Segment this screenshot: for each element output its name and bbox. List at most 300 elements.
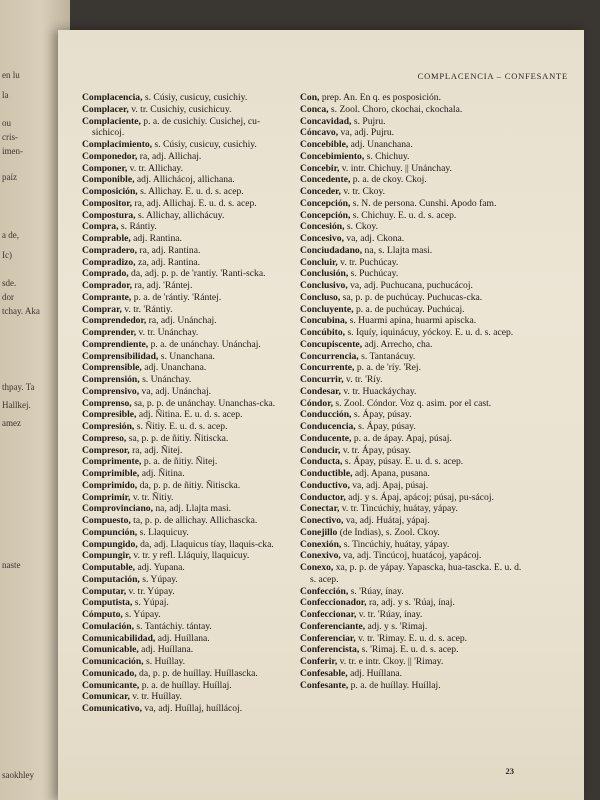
dictionary-entry [82, 351, 292, 363]
dictionary-entry [82, 468, 292, 480]
entry-headword: Comprendiente, [82, 338, 149, 350]
entry-definition: adj. y s. 'Rimaj. [365, 620, 428, 632]
dictionary-entry [82, 116, 292, 140]
entry-headword: Comprenso, [82, 397, 132, 409]
adjacent-page-text: imen- [2, 146, 23, 156]
entry-headword: Cóncavo, [300, 127, 339, 139]
dictionary-entry [82, 621, 292, 633]
dictionary-entry [82, 492, 292, 504]
entry-definition: adj. Arrecho, cha. [362, 338, 433, 350]
dictionary-entry [82, 480, 292, 492]
dictionary-entry [300, 680, 522, 692]
dictionary-entry [82, 210, 292, 222]
adjacent-page-text: saokhley [2, 770, 34, 780]
entry-headword: Con, [300, 92, 320, 103]
dictionary-entry [82, 327, 292, 339]
entry-headword: Confección, [300, 585, 349, 597]
entry-definition: va, adj. Huátaj, yápaj. [343, 515, 430, 526]
entry-headword: Comunicabilidad, [82, 632, 156, 644]
entry-headword: Confesable, [300, 667, 348, 679]
entry-headword: Complaciente, [82, 115, 141, 127]
dictionary-entry [300, 186, 522, 198]
entry-headword: Comprensibilidad, [82, 350, 159, 362]
entry-definition: da, p. p. de ñitiy. Ñitiscka. [137, 479, 241, 491]
entry-definition: adj. Ñitina. [139, 468, 185, 479]
dictionary-entry [82, 633, 292, 645]
entry-definition: adj. Yupana. [135, 562, 185, 573]
entry-headword: Conciudadano, [300, 244, 363, 256]
entry-definition: v. tr. Huackáychay. [340, 385, 417, 397]
dictionary-entry [300, 233, 522, 245]
entry-definition: ra, adj. Ñitej. [129, 444, 183, 456]
entry-definition: adj. Huíllana. [155, 632, 210, 644]
entry-headword: Conductivo, [300, 479, 350, 491]
dictionary-entry [300, 151, 522, 163]
dictionary-entry [300, 139, 522, 151]
dictionary-entry [300, 503, 522, 515]
entry-definition: s. Chichuy. E. u. d. s. acep. [350, 209, 457, 221]
entry-definition: adj. Unanchana. [141, 362, 207, 374]
dictionary-entry [300, 586, 522, 598]
entry-headword: Computación, [82, 573, 140, 585]
dictionary-entry [82, 515, 292, 527]
adjacent-page-text: tchay. Aka [2, 306, 40, 316]
entry-definition: adj. Huíllana. [347, 667, 403, 679]
dictionary-entry [82, 586, 292, 598]
dictionary-entry [300, 127, 522, 139]
entry-definition: s. Unánchay. [139, 374, 192, 385]
dictionary-entry [82, 386, 292, 398]
entry-definition: p. a. de ápay. Apaj, púsaj. [351, 432, 452, 444]
entry-headword: Compuesto, [82, 515, 131, 526]
dictionary-entry [82, 445, 292, 457]
entry-headword: Conectar, [300, 503, 340, 515]
entry-definition: va, adj. Apaj, púsaj. [349, 479, 429, 491]
dictionary-page [58, 30, 584, 800]
entry-headword: Concebimiento, [300, 150, 365, 162]
entry-definition: s. 'Rimaj. E. u. d. s. acep. [359, 644, 459, 656]
dictionary-entry [300, 656, 522, 668]
entry-definition: va, adj. Unánchaj. [139, 385, 212, 397]
entry-headword: Comprimido, [82, 479, 138, 491]
entry-definition: v. tr. Ñitiy. [130, 491, 174, 503]
dictionary-entry [82, 257, 292, 269]
entry-definition: s. Tantáchiy. tántay. [133, 620, 212, 632]
entry-definition: v. tr. e intr. Ckoy. || 'Rimay. [337, 656, 444, 667]
entry-definition: v. tr. Unánchay. [136, 327, 199, 338]
dictionary-entry [82, 233, 292, 245]
entry-definition: na, s. Llajta masi. [362, 244, 433, 256]
entry-definition: (de Indias), s. Zool. Ckoy. [337, 526, 440, 538]
adjacent-page-text: naste [2, 560, 21, 570]
dictionary-entry [82, 550, 292, 562]
entry-headword: Comprovinciano, [82, 503, 153, 515]
dictionary-entry [300, 198, 522, 210]
entry-headword: Comunicable, [82, 644, 139, 656]
entry-headword: Conducencia, [300, 421, 356, 432]
entry-definition: ra, adj. Rantina. [136, 244, 201, 256]
entry-headword: Componer, [82, 162, 128, 174]
entry-definition: na, adj. Llajta masi. [152, 503, 232, 515]
entry-definition: ta, p. p. de allichay. Allichascka. [130, 515, 258, 526]
dictionary-entry [300, 468, 522, 480]
entry-headword: Comunicado, [82, 667, 137, 679]
left-column [82, 92, 292, 715]
dictionary-entry [82, 362, 292, 374]
entry-definition: adj. Huíllana. [138, 644, 194, 656]
entry-headword: Concluso, [300, 291, 341, 303]
entry-headword: Confeccionador, [300, 597, 367, 609]
entry-definition: s. Tantanácuy. [358, 350, 416, 362]
entry-definition: va, adj. Pujru. [338, 127, 395, 139]
dictionary-entry [300, 257, 522, 269]
dictionary-entry [82, 339, 292, 351]
dictionary-entry [300, 339, 522, 351]
dictionary-entry [82, 597, 292, 609]
dictionary-entry [82, 644, 292, 656]
entry-definition: v. tr. Tincúchiy, huátay, yápay. [339, 503, 458, 515]
dictionary-entry [300, 421, 522, 433]
entry-headword: Comprar, [82, 303, 122, 315]
dictionary-entry [82, 691, 292, 703]
entry-definition: va, adj. Huíllaj, huíllácoj. [141, 703, 243, 714]
entry-headword: Conectivo, [300, 515, 344, 526]
entry-definition: v. tr. Yúpay. [126, 585, 175, 597]
entry-headword: Compostura, [82, 209, 136, 221]
entry-definition: s. Allichay. E. u. d. s. acep. [137, 186, 244, 197]
entry-definition: v. tr. 'Rántiy. [121, 303, 173, 315]
entry-headword: Comprable, [82, 233, 131, 244]
entry-definition: s. 'Rúay, ínay. [348, 585, 404, 597]
adjacent-page-text: sde. [2, 278, 17, 288]
adjacent-page-text: paíz [2, 172, 17, 182]
dictionary-entry [300, 92, 522, 104]
entry-definition: v. tr. Ápay, púsay. [340, 444, 412, 456]
entry-headword: Concesivo, [300, 233, 344, 244]
entry-headword: Compradero, [82, 244, 137, 256]
dictionary-entry [300, 386, 522, 398]
entry-definition: v. tr. Puchúcay. [337, 256, 399, 268]
dictionary-entry [82, 398, 292, 410]
entry-headword: Conducción, [300, 409, 352, 421]
entry-headword: Concesión, [300, 221, 345, 233]
entry-headword: Comprendedor, [82, 315, 147, 327]
page-number: 23 [505, 766, 514, 776]
dictionary-entry [300, 456, 522, 468]
entry-headword: Conexivo, [300, 550, 341, 562]
dictionary-entry [300, 480, 522, 492]
dictionary-entry [82, 656, 292, 668]
dictionary-entry [82, 562, 292, 574]
dictionary-entry [300, 668, 522, 680]
entry-headword: Componedor, [82, 150, 138, 162]
entry-definition: p. a. de huíllay. Huíllaj. [139, 679, 232, 691]
dictionary-entry [82, 304, 292, 316]
entry-definition: s. Rántiy. [118, 221, 157, 233]
entry-headword: Composición, [82, 186, 138, 197]
entry-definition: s. Huarmi apina, huarmi apiscka. [347, 315, 477, 327]
entry-definition: v. intr. Chichuy. || Unánchay. [339, 162, 452, 174]
entry-headword: Comprender, [82, 327, 137, 338]
entry-definition: da, adj. Llaquicus tíay, llaquis-cka. [137, 538, 274, 550]
entry-definition: p. a. de unánchay. Unánchaj. [148, 338, 261, 350]
dictionary-entry [82, 245, 292, 257]
dictionary-entry [82, 668, 292, 680]
dictionary-entry [300, 409, 522, 421]
dictionary-entry [82, 198, 292, 210]
entry-headword: Computista, [82, 597, 133, 609]
dictionary-entry [300, 163, 522, 175]
dictionary-entry [82, 268, 292, 280]
dictionary-entry [82, 703, 292, 715]
entry-headword: Concluyente, [300, 303, 354, 315]
entry-definition: adj. y s. Ápaj, apácoj; púsaj, pu-sácoj. [345, 491, 494, 503]
entry-headword: Comprimir, [82, 491, 131, 503]
dictionary-entry [82, 609, 292, 621]
entry-headword: Compungido, [82, 538, 138, 550]
dictionary-entry [300, 527, 522, 539]
dictionary-entry [82, 456, 292, 468]
entry-definition: s. Yúpay. [122, 609, 161, 620]
entry-definition: da, p. p. de huíllay. Huíllascka. [136, 667, 258, 679]
entry-headword: Conejillo [300, 526, 338, 538]
entry-headword: Conexo, [300, 562, 334, 573]
entry-definition: s. Ñitiy. E. u. d. s. acep. [134, 421, 228, 432]
adjacent-page-text: a de, [2, 230, 19, 240]
entry-headword: Concúbito, [300, 327, 346, 338]
entry-definition: adj. Apana, pusana. [352, 468, 430, 479]
entry-headword: Comprador, [82, 280, 133, 291]
entry-headword: Compradizo, [82, 256, 136, 268]
entry-definition: sa, p. p. de ñitiy. Ñitiscka. [126, 432, 229, 444]
entry-definition: prep. An. En q. es posposición. [319, 92, 441, 103]
entry-headword: Compresión, [82, 421, 135, 432]
entry-definition: adj. Allichácoj, allichana. [134, 174, 235, 186]
entry-definition: s. Ckoy. [344, 221, 379, 233]
entry-headword: Comprensivo, [82, 385, 140, 397]
entry-headword: Compresor, [82, 444, 130, 456]
entry-definition: s. Iquíy, iquinácuy, yóckoy. E. u. d. s. acep. [345, 327, 514, 338]
dictionary-entry [82, 409, 292, 421]
dictionary-entry [300, 562, 522, 586]
entry-definition: v. tr. Huíllay. [129, 691, 182, 703]
entry-definition: v. tr. 'Ríy. [343, 374, 383, 385]
dictionary-entry [300, 374, 522, 386]
entry-definition: s. Cúsiy, cusicuy, cusichiy. [142, 92, 248, 103]
entry-headword: Conducir, [300, 444, 341, 456]
entry-headword: Comprante, [82, 291, 132, 303]
entry-definition: p. a. de 'ríy. 'Rej. [354, 362, 421, 374]
entry-headword: Complacencia, [82, 92, 143, 103]
dictionary-entry [300, 644, 522, 656]
dictionary-entry [300, 221, 522, 233]
entry-headword: Conceder, [300, 186, 341, 197]
dictionary-entry [82, 421, 292, 433]
adjacent-page-text: ou [2, 118, 11, 128]
adjacent-page-text: cris- [2, 132, 18, 142]
adjacent-page-text: en lu [2, 70, 20, 80]
dictionary-entry [82, 292, 292, 304]
entry-headword: Cóndor, [300, 397, 333, 409]
dictionary-entry [82, 433, 292, 445]
entry-headword: Computable, [82, 562, 136, 573]
adjacent-page-text: la [2, 90, 9, 100]
entry-definition: s. Puchúcay. [348, 268, 399, 280]
entry-definition: adj. Rantina. [130, 233, 182, 244]
dictionary-entry [300, 633, 522, 645]
entry-headword: Compunción, [82, 526, 138, 538]
entry-headword: Confesante, [300, 679, 349, 691]
dictionary-entry [300, 609, 522, 621]
entry-headword: Comulación, [82, 620, 134, 632]
dictionary-entry [300, 433, 522, 445]
entry-definition: v. tr. Ckoy. [340, 186, 386, 197]
entry-headword: Condesar, [300, 385, 341, 397]
dictionary-entry [300, 292, 522, 304]
dictionary-entry [300, 398, 522, 410]
entry-definition: v. tr. 'Rúay, ínay. [356, 609, 423, 620]
entry-headword: Concebible, [300, 139, 349, 150]
entry-headword: Concavidad, [300, 115, 352, 127]
entry-definition: s. Llaquicuy. [137, 526, 189, 538]
dictionary-entry [82, 503, 292, 515]
entry-headword: Comunicativo, [82, 703, 142, 714]
dictionary-entry [82, 186, 292, 198]
dictionary-entry [82, 527, 292, 539]
entry-definition: adj. Ñitina. E. u. d. s. acep. [136, 409, 243, 421]
entry-definition: ra, adj. Allichaj. E. u. d. s. acep. [132, 197, 257, 209]
entry-definition: s. Chichuy. [364, 150, 410, 162]
entry-definition: ra, adj. Unánchaj. [146, 315, 217, 327]
dictionary-entry [300, 597, 522, 609]
dictionary-entry [300, 351, 522, 363]
dictionary-entry [82, 221, 292, 233]
entry-headword: Conca, [300, 103, 329, 115]
entry-headword: Compositor, [82, 197, 133, 209]
entry-headword: Comprensible, [82, 362, 142, 374]
entry-definition: s. Ápay, púsay. [351, 409, 412, 421]
dictionary-entry [82, 151, 292, 163]
entry-definition: s. Cúsiy, cusicuy, cusichiy. [152, 139, 257, 150]
dictionary-entry [82, 174, 292, 186]
dictionary-entry [300, 210, 522, 222]
entry-definition: sa, p. p. de puchúcay. Puchucas-cka. [340, 291, 483, 303]
entry-definition: adj. Unanchana. [348, 139, 413, 150]
entry-definition: v. tr. Allichay. [127, 162, 183, 174]
right-column [300, 92, 522, 691]
entry-headword: Concepción, [300, 209, 351, 221]
entry-definition: sa, p. p. de unánchay. Unanchas-cka. [131, 397, 276, 409]
entry-definition: p. a. de huíllay. Huíllaj. [348, 679, 441, 691]
entry-definition: va, adj. Puchucana, puchucácoj. [347, 280, 473, 291]
entry-definition: za, adj. Rantina. [135, 256, 201, 268]
entry-headword: Confeccionar, [300, 609, 357, 620]
entry-headword: Conductible, [300, 468, 353, 479]
entry-headword: Conclusivo, [300, 280, 348, 291]
dictionary-entry [300, 304, 522, 316]
entry-headword: Compungir, [82, 550, 131, 562]
entry-definition: ra, adj. y s. 'Rúaj, ínaj. [366, 597, 455, 609]
entry-headword: Conferencista, [300, 644, 360, 656]
entry-definition: s. Yúpaj. [132, 597, 169, 609]
entry-headword: Compra, [82, 221, 119, 233]
entry-headword: Conferenciar, [300, 632, 356, 644]
dictionary-entry [300, 445, 522, 457]
entry-definition: va, adj. Tincúcoj, huatácoj, yapácoj. [340, 550, 482, 562]
entry-definition: s. Yúpay. [139, 573, 178, 585]
entry-definition: s. Zool. Choro, ckochai, ckochala. [328, 103, 463, 115]
dictionary-entry [300, 327, 522, 339]
adjacent-page-text: amez [2, 418, 21, 428]
entry-headword: Concurrente, [300, 362, 355, 374]
entry-headword: Comprimente, [82, 456, 142, 468]
dictionary-entry [300, 315, 522, 327]
dictionary-entry [82, 139, 292, 151]
dictionary-entry [300, 174, 522, 186]
entry-definition: da, adj. p. p. de 'rantiy. 'Ranti-scka. [128, 268, 266, 280]
entry-headword: Compreso, [82, 432, 127, 444]
dictionary-entry [82, 315, 292, 327]
entry-headword: Comprado, [82, 268, 129, 280]
entry-definition: v. tr. y refl. Lláquiy, llaquicuy. [130, 550, 250, 562]
entry-headword: Cómputo, [82, 609, 123, 620]
dictionary-entry [300, 245, 522, 257]
dictionary-entry [82, 92, 292, 104]
dictionary-entry [82, 280, 292, 292]
entry-definition: s. Ápay, púsay. E. u. d. s. acep. [342, 456, 464, 468]
entry-headword: Conductor, [300, 491, 346, 503]
dictionary-entry [82, 163, 292, 175]
adjacent-page-text: dor [2, 292, 14, 302]
dictionary-entry [82, 104, 292, 116]
entry-definition: p. a. de ñitiy. Ñitej. [141, 456, 218, 468]
entry-headword: Componible, [82, 174, 135, 186]
entry-headword: Conferenciante, [300, 620, 366, 632]
entry-headword: Compresible, [82, 409, 137, 421]
entry-definition: xa, p. p. de yápay. Yapascka, hua-tascka. E. u. d. s. acep. [310, 562, 522, 585]
entry-headword: Complacer, [82, 103, 129, 115]
entry-headword: Comprensión, [82, 374, 140, 385]
adjacent-page-text: thpay. Ta [2, 382, 35, 392]
entry-definition: ra, adj. Allichaj. [137, 150, 202, 162]
entry-headword: Comunicación, [82, 656, 144, 667]
entry-headword: Complacimiento, [82, 139, 153, 150]
dictionary-entry [300, 362, 522, 374]
entry-headword: Conferir, [300, 656, 338, 667]
entry-headword: Conexión, [300, 538, 342, 550]
entry-definition: ra, adj. 'Rántej. [132, 280, 193, 291]
adjacent-page-text: Ic) [2, 250, 12, 260]
adjacent-page-text: Hallkej. [2, 400, 31, 410]
dictionary-entry [300, 492, 522, 504]
entry-headword: Concluir, [300, 256, 338, 268]
entry-definition: s. Unanchana. [158, 350, 215, 362]
entry-headword: Conducta, [300, 456, 343, 468]
entry-definition: v. tr. Cusichiy, cusichicuy. [128, 103, 232, 115]
entry-definition: p. a. de ckoy. Ckoj. [350, 174, 427, 186]
entry-definition: s. Tincúchiy, huátay, yápay. [341, 538, 450, 550]
entry-headword: Concubina, [300, 315, 348, 327]
dictionary-entry [300, 550, 522, 562]
entry-headword: Comunicar, [82, 691, 130, 703]
dictionary-entry [82, 374, 292, 386]
entry-headword: Comunicante, [82, 679, 140, 691]
entry-definition: s. N. de persona. Cunshi. Apodo fam. [350, 197, 497, 209]
dictionary-entry [300, 104, 522, 116]
entry-headword: Computar, [82, 585, 127, 597]
dictionary-entry [300, 515, 522, 527]
dictionary-entry [300, 116, 522, 128]
